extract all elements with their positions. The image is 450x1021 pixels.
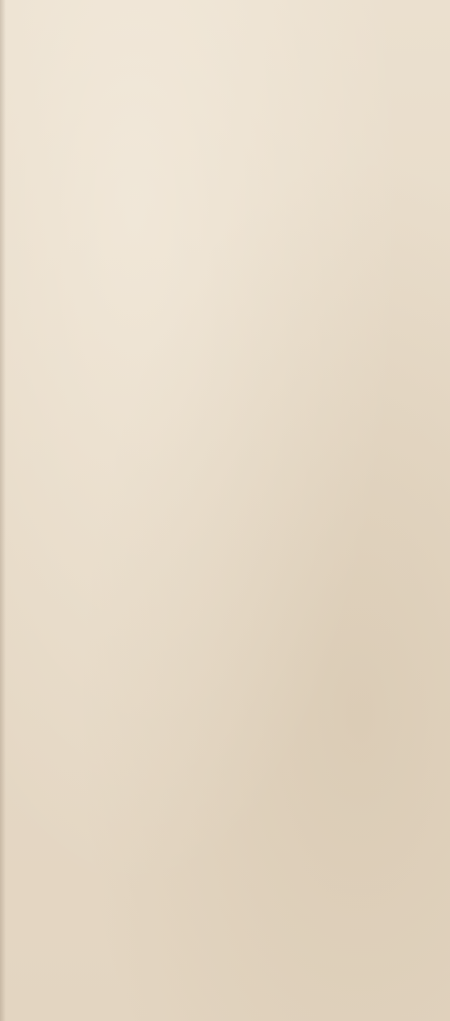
page-fold-shadow <box>0 0 6 1021</box>
